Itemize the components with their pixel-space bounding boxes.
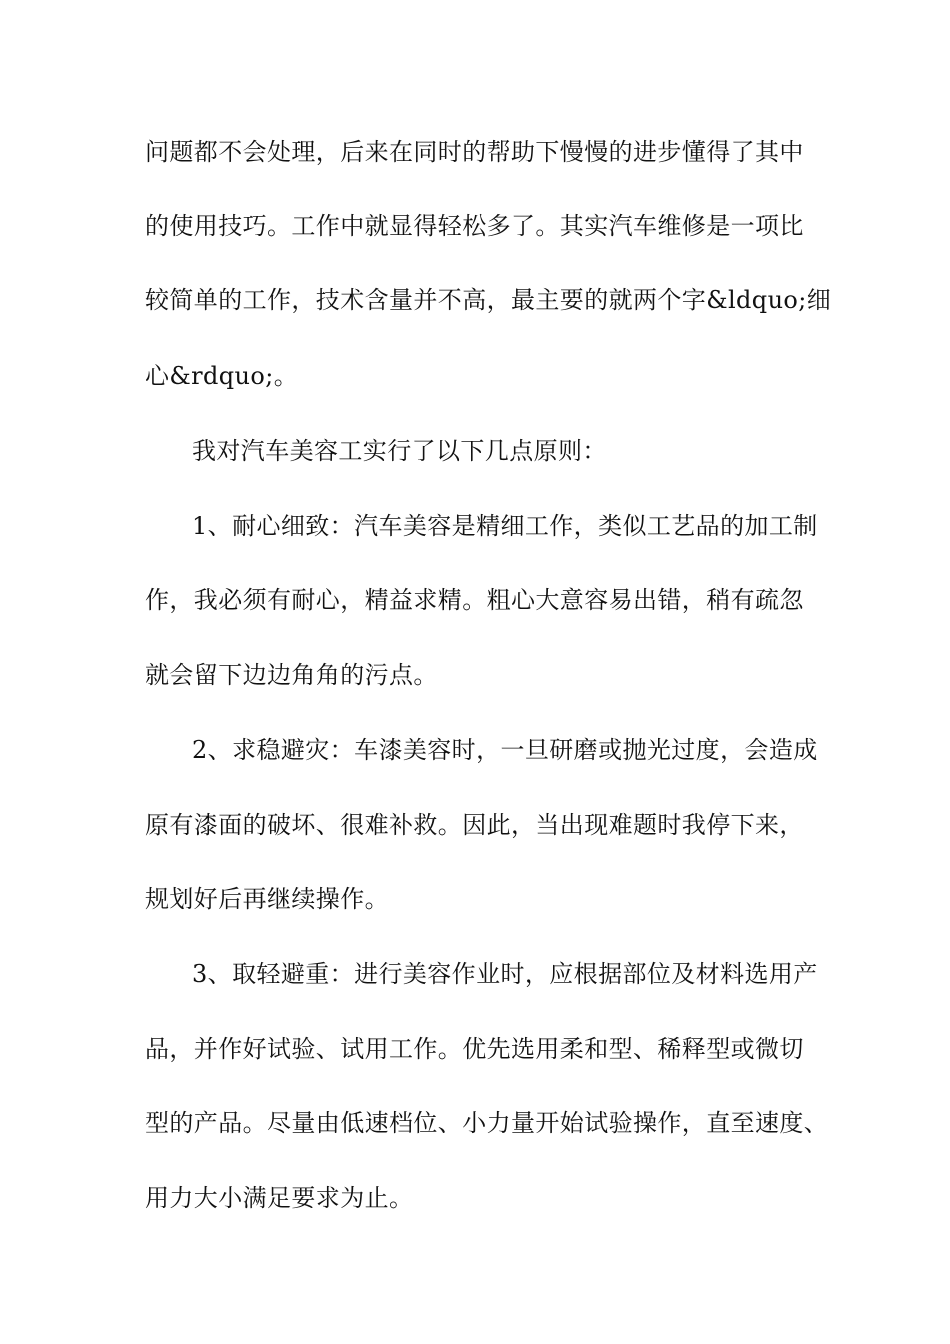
paragraph-line: 品，并作好试验、试用工作。优先选用柔和型、稀释型或微切 — [145, 1035, 804, 1063]
paragraph-line: 3、取轻避重：进行美容作业时，应根据部位及材料选用产 — [192, 960, 818, 988]
paragraph-line: 心&rdquo;。 — [145, 362, 299, 390]
paragraph-line: 用力大小满足要求为止。 — [145, 1184, 414, 1212]
paragraph-line: 2、求稳避灾：车漆美容时，一旦研磨或抛光过度，会造成 — [192, 736, 818, 764]
paragraph-line: 规划好后再继续操作。 — [145, 885, 389, 913]
paragraph-line: 我对汽车美容工实行了以下几点原则： — [192, 437, 607, 465]
paragraph-line: 问题都不会处理，后来在同时的帮助下慢慢的进步懂得了其中 — [145, 138, 804, 166]
paragraph-line: 的使用技巧。工作中就显得轻松多了。其实汽车维修是一项比 — [145, 212, 804, 240]
paragraph-line: 型的产品。尽量由低速档位、小力量开始试验操作，直至速度、 — [145, 1109, 829, 1137]
paragraph-line: 1、耐心细致：汽车美容是精细工作，类似工艺品的加工制 — [192, 512, 818, 540]
paragraph-line: 就会留下边边角角的污点。 — [145, 661, 438, 689]
paragraph-line: 作，我必须有耐心，精益求精。粗心大意容易出错，稍有疏忽 — [145, 586, 804, 614]
paragraph-line: 较简单的工作，技术含量并不高，最主要的就两个字&ldquo;细 — [145, 286, 832, 314]
paragraph-line: 原有漆面的破坏、很难补救。因此，当出现难题时我停下来， — [145, 811, 804, 839]
